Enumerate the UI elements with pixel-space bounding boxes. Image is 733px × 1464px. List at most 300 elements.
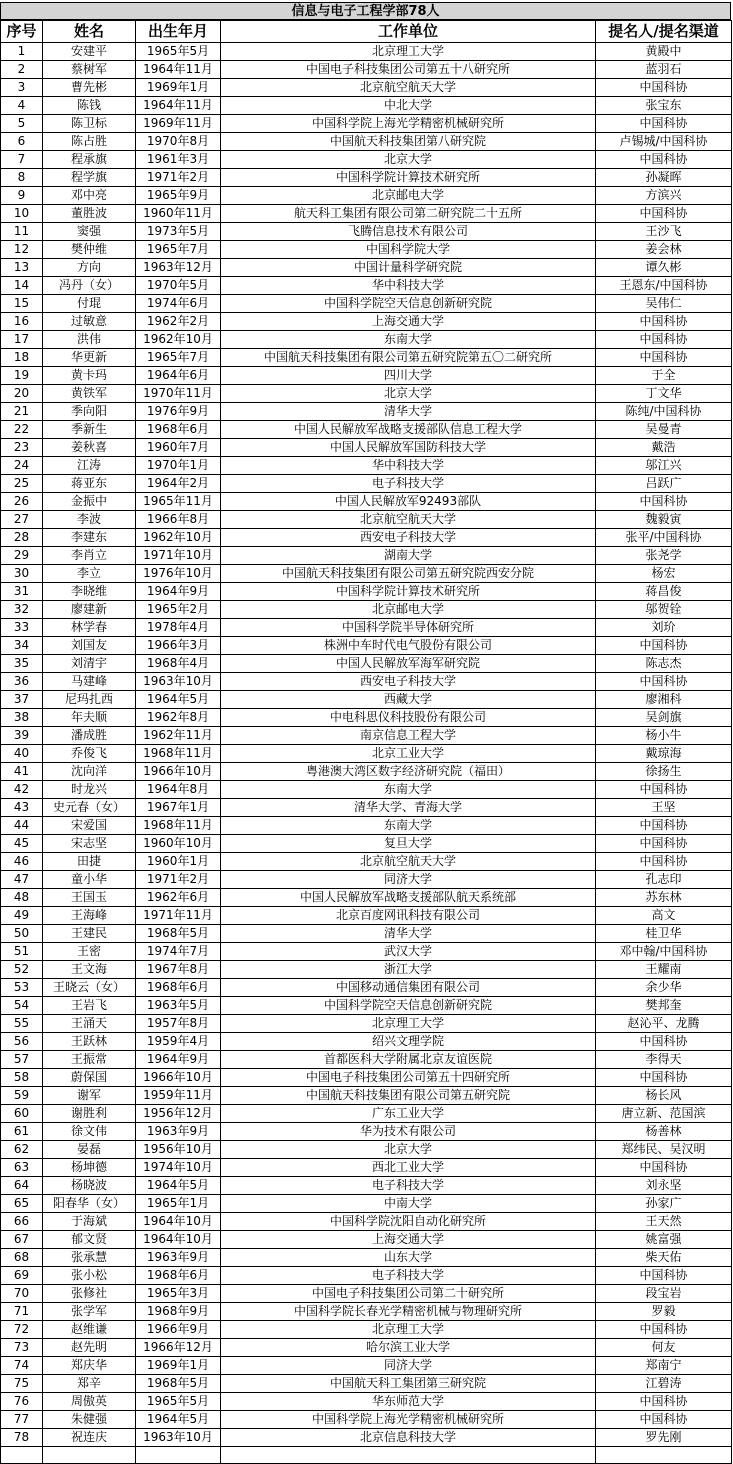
table-row	[1, 421, 732, 439]
cell-index: 16	[1, 313, 43, 331]
cell-name: 朱健强	[43, 1411, 136, 1429]
cell-workplace: 中国航天科技集团第八研究院	[221, 133, 596, 151]
cell-name: 江涛	[43, 457, 136, 475]
cell-name: 过敏意	[43, 313, 136, 331]
cell-nominator: 杨长风	[596, 1087, 732, 1105]
table-row	[1, 565, 732, 583]
cell-index: 54	[1, 997, 43, 1015]
cell-index: 56	[1, 1033, 43, 1051]
cell-nominator: 张宝东	[596, 97, 732, 115]
cell-name: 付琨	[43, 295, 136, 313]
cell-birth: 1965年1月	[136, 1195, 221, 1213]
cell-name: 王晓云（女）	[43, 979, 136, 997]
cell-index: 57	[1, 1051, 43, 1069]
cell-index: 5	[1, 115, 43, 133]
cell-workplace: 西安电子科技大学	[221, 529, 596, 547]
cell-nominator: 陈志杰	[596, 655, 732, 673]
cell-index: 58	[1, 1069, 43, 1087]
cell-index: 61	[1, 1123, 43, 1141]
cell-index: 10	[1, 205, 43, 223]
cell-name: 刘清宇	[43, 655, 136, 673]
cell-name: 张承慧	[43, 1249, 136, 1267]
cell-workplace: 华中科技大学	[221, 457, 596, 475]
cell-name: 王文海	[43, 961, 136, 979]
cell-birth: 1971年2月	[136, 169, 221, 187]
table-row	[1, 1195, 732, 1213]
cell-index: 47	[1, 871, 43, 889]
cell-birth: 1974年7月	[136, 943, 221, 961]
table-body	[1, 43, 732, 1464]
cell-nominator: 中国科协	[596, 115, 732, 133]
cell-birth: 1964年2月	[136, 475, 221, 493]
cell-name: 年夫顺	[43, 709, 136, 727]
cell-birth: 1970年5月	[136, 277, 221, 295]
table-row	[1, 637, 732, 655]
cell-birth: 1974年6月	[136, 295, 221, 313]
table-row	[1, 295, 732, 313]
cell-index: 7	[1, 151, 43, 169]
cell-workplace: 中国人民解放军战略支援部队信息工程大学	[221, 421, 596, 439]
cell-nominator: 中国科协	[596, 817, 732, 835]
cell-workplace: 上海交通大学	[221, 1231, 596, 1249]
table-row	[1, 1231, 732, 1249]
cell-workplace: 北京理工大学	[221, 43, 596, 61]
cell-workplace: 南京信息工程大学	[221, 727, 596, 745]
cell-index: 62	[1, 1141, 43, 1159]
cell-workplace: 北京航空航天大学	[221, 79, 596, 97]
cell-birth: 1960年11月	[136, 205, 221, 223]
cell-name: 张学军	[43, 1303, 136, 1321]
cell-workplace: 粤港澳大湾区数字经济研究院（福田）	[221, 763, 596, 781]
header-index: 序号	[1, 21, 43, 43]
cell-workplace: 四川大学	[221, 367, 596, 385]
cell-index: 36	[1, 673, 43, 691]
cell-birth: 1959年4月	[136, 1033, 221, 1051]
cell-nominator: 刘永坚	[596, 1177, 732, 1195]
cell-nominator: 柴天佑	[596, 1249, 732, 1267]
cell-workplace: 电子科技大学	[221, 1177, 596, 1195]
cell-workplace: 中国人民解放军战略支援部队航天系统部	[221, 889, 596, 907]
cell-nominator: 段宝岩	[596, 1285, 732, 1303]
cell-birth: 1976年10月	[136, 565, 221, 583]
table-row	[1, 655, 732, 673]
table-row	[1, 619, 732, 637]
cell-nominator: 中国科协	[596, 331, 732, 349]
cell-birth: 1964年5月	[136, 1411, 221, 1429]
cell-nominator: 中国科协	[596, 673, 732, 691]
cell-index: 29	[1, 547, 43, 565]
cell-index: 6	[1, 133, 43, 151]
table-row	[1, 691, 732, 709]
table-row	[1, 223, 732, 241]
cell-index: 30	[1, 565, 43, 583]
table-row	[1, 1249, 732, 1267]
table-row	[1, 583, 732, 601]
cell-index: 2	[1, 61, 43, 79]
cell-birth: 1971年11月	[136, 907, 221, 925]
cell-index: 38	[1, 709, 43, 727]
cell-index: 14	[1, 277, 43, 295]
cell-name: 李立	[43, 565, 136, 583]
cell-nominator: 中国科协	[596, 151, 732, 169]
table-row	[1, 205, 732, 223]
cell-workplace: 同济大学	[221, 871, 596, 889]
table-row	[1, 331, 732, 349]
cell-index: 44	[1, 817, 43, 835]
cell-nominator: 姚富强	[596, 1231, 732, 1249]
cell-nominator: 孔志印	[596, 871, 732, 889]
table-row	[1, 1159, 732, 1177]
cell-birth: 1963年10月	[136, 673, 221, 691]
cell-birth: 1965年7月	[136, 349, 221, 367]
cell-index: 51	[1, 943, 43, 961]
cell-birth: 1969年1月	[136, 79, 221, 97]
cell-birth: 1965年5月	[136, 1393, 221, 1411]
cell-index: 34	[1, 637, 43, 655]
table-row	[1, 1051, 732, 1069]
cell-nominator: 吴曼青	[596, 421, 732, 439]
cell-birth: 1964年6月	[136, 367, 221, 385]
cell-index: 52	[1, 961, 43, 979]
cell-index: 73	[1, 1339, 43, 1357]
cell-workplace: 湖南大学	[221, 547, 596, 565]
cell-workplace: 北京大学	[221, 151, 596, 169]
cell-nominator: 中国科协	[596, 1393, 732, 1411]
cell-birth: 1973年5月	[136, 223, 221, 241]
cell-index: 41	[1, 763, 43, 781]
cell-name: 蔚保国	[43, 1069, 136, 1087]
cell-name: 杨坤德	[43, 1159, 136, 1177]
cell-workplace: 北京大学	[221, 1141, 596, 1159]
cell-workplace: 北京航空航天大学	[221, 511, 596, 529]
cell-workplace: 北京邮电大学	[221, 187, 596, 205]
table-row	[1, 1213, 732, 1231]
cell-index: 40	[1, 745, 43, 763]
cell-index: 65	[1, 1195, 43, 1213]
table-row	[1, 97, 732, 115]
cell-workplace: 西北工业大学	[221, 1159, 596, 1177]
cell-birth: 1960年7月	[136, 439, 221, 457]
cell-nominator: 王坚	[596, 799, 732, 817]
cell-index: 13	[1, 259, 43, 277]
cell-index: 27	[1, 511, 43, 529]
cell-workplace: 中国航天科技集团有限公司第五研究院	[221, 1087, 596, 1105]
cell-workplace: 清华大学	[221, 925, 596, 943]
table-row	[1, 727, 732, 745]
cell-index: 66	[1, 1213, 43, 1231]
cell-workplace: 西安电子科技大学	[221, 673, 596, 691]
cell-name: 潘成胜	[43, 727, 136, 745]
cell-name: 阳春华（女）	[43, 1195, 136, 1213]
table-row	[1, 907, 732, 925]
cell-birth: 1970年11月	[136, 385, 221, 403]
cell-birth: 1956年12月	[136, 1105, 221, 1123]
cell-nominator: 陈纯/中国科协	[596, 403, 732, 421]
cell-nominator: 于全	[596, 367, 732, 385]
cell-name: 刘国友	[43, 637, 136, 655]
cell-name: 时龙兴	[43, 781, 136, 799]
cell-birth: 1965年11月	[136, 493, 221, 511]
cell-birth: 1962年10月	[136, 529, 221, 547]
cell-workplace: 东南大学	[221, 331, 596, 349]
cell-name: 林学春	[43, 619, 136, 637]
cell-index: 45	[1, 835, 43, 853]
header-name: 姓名	[43, 21, 136, 43]
empty-cell	[136, 1447, 221, 1464]
cell-workplace: 北京信息科技大学	[221, 1429, 596, 1447]
cell-index: 59	[1, 1087, 43, 1105]
table-row	[1, 1267, 732, 1285]
table-row	[1, 745, 732, 763]
cell-birth: 1967年8月	[136, 961, 221, 979]
cell-nominator: 张尧学	[596, 547, 732, 565]
cell-workplace: 飞腾信息技术有限公司	[221, 223, 596, 241]
table-row	[1, 403, 732, 421]
cell-nominator: 李得天	[596, 1051, 732, 1069]
cell-nominator: 唐立新、范国滨	[596, 1105, 732, 1123]
cell-nominator: 吴剑旗	[596, 709, 732, 727]
table-row	[1, 943, 732, 961]
cell-name: 赵维谦	[43, 1321, 136, 1339]
cell-index: 32	[1, 601, 43, 619]
cell-index: 64	[1, 1177, 43, 1195]
cell-name: 张小松	[43, 1267, 136, 1285]
cell-name: 宋志坚	[43, 835, 136, 853]
table-row	[1, 475, 732, 493]
cell-name: 乔俊飞	[43, 745, 136, 763]
cell-name: 徐文伟	[43, 1123, 136, 1141]
cell-index: 76	[1, 1393, 43, 1411]
cell-nominator: 中国科协	[596, 853, 732, 871]
table-row	[1, 1429, 732, 1447]
cell-index: 28	[1, 529, 43, 547]
cell-nominator: 中国科协	[596, 349, 732, 367]
cell-nominator: 吴伟仁	[596, 295, 732, 313]
cell-name: 郑庆华	[43, 1357, 136, 1375]
cell-index: 20	[1, 385, 43, 403]
cell-birth: 1971年2月	[136, 871, 221, 889]
cell-nominator: 中国科协	[596, 313, 732, 331]
cell-workplace: 航天科工集团有限公司第二研究院二十五所	[221, 205, 596, 223]
cell-birth: 1966年10月	[136, 1069, 221, 1087]
cell-index: 33	[1, 619, 43, 637]
cell-nominator: 中国科协	[596, 1321, 732, 1339]
table-row	[1, 925, 732, 943]
cell-birth: 1968年6月	[136, 421, 221, 439]
cell-birth: 1962年10月	[136, 331, 221, 349]
cell-name: 马建峰	[43, 673, 136, 691]
cell-nominator: 姜会林	[596, 241, 732, 259]
cell-workplace: 山东大学	[221, 1249, 596, 1267]
cell-workplace: 中国科学院沈阳自动化研究所	[221, 1213, 596, 1231]
cell-workplace: 北京工业大学	[221, 745, 596, 763]
cell-workplace: 中国人民解放军海军研究院	[221, 655, 596, 673]
cell-name: 晏磊	[43, 1141, 136, 1159]
cell-nominator: 中国科协	[596, 1159, 732, 1177]
cell-name: 金振中	[43, 493, 136, 511]
cell-birth: 1965年3月	[136, 1285, 221, 1303]
cell-birth: 1974年10月	[136, 1159, 221, 1177]
cell-workplace: 中国科学院计算技术研究所	[221, 583, 596, 601]
cell-birth: 1963年9月	[136, 1123, 221, 1141]
cell-nominator: 赵沁平、龙腾	[596, 1015, 732, 1033]
cell-name: 谢军	[43, 1087, 136, 1105]
cell-name: 陈钱	[43, 97, 136, 115]
table-row	[1, 493, 732, 511]
cell-birth: 1968年5月	[136, 1375, 221, 1393]
cell-workplace: 中国航天科技集团有限公司第五研究院西安分院	[221, 565, 596, 583]
cell-workplace: 中电科思仪科技股份有限公司	[221, 709, 596, 727]
cell-index: 68	[1, 1249, 43, 1267]
cell-name: 于海斌	[43, 1213, 136, 1231]
cell-index: 50	[1, 925, 43, 943]
table-row	[1, 889, 732, 907]
cell-workplace: 中国电子科技集团公司第五十四研究所	[221, 1069, 596, 1087]
table-row	[1, 763, 732, 781]
cell-workplace: 北京理工大学	[221, 1015, 596, 1033]
table-row	[1, 1123, 732, 1141]
table-row	[1, 997, 732, 1015]
cell-nominator: 孙家广	[596, 1195, 732, 1213]
cell-index: 53	[1, 979, 43, 997]
cell-workplace: 北京理工大学	[221, 1321, 596, 1339]
header-workplace: 工作单位	[221, 21, 596, 43]
cell-nominator: 罗毅	[596, 1303, 732, 1321]
table-row	[1, 1393, 732, 1411]
cell-workplace: 北京百度网讯科技有限公司	[221, 907, 596, 925]
cell-birth: 1968年6月	[136, 1267, 221, 1285]
cell-birth: 1969年11月	[136, 115, 221, 133]
cell-name: 王涌天	[43, 1015, 136, 1033]
cell-workplace: 电子科技大学	[221, 475, 596, 493]
cell-index: 77	[1, 1411, 43, 1429]
cell-nominator: 卢锡城/中国科协	[596, 133, 732, 151]
cell-index: 39	[1, 727, 43, 745]
cell-nominator: 中国科协	[596, 79, 732, 97]
cell-nominator: 中国科协	[596, 1033, 732, 1051]
cell-nominator: 杨小牛	[596, 727, 732, 745]
cell-workplace: 电子科技大学	[221, 1267, 596, 1285]
cell-name: 尼玛扎西	[43, 691, 136, 709]
cell-name: 李建东	[43, 529, 136, 547]
cell-nominator: 高文	[596, 907, 732, 925]
cell-index: 19	[1, 367, 43, 385]
table-row	[1, 133, 732, 151]
cell-name: 樊仲维	[43, 241, 136, 259]
cell-index: 24	[1, 457, 43, 475]
table-row	[1, 601, 732, 619]
cell-birth: 1969年1月	[136, 1357, 221, 1375]
cell-index: 67	[1, 1231, 43, 1249]
cell-workplace: 复旦大学	[221, 835, 596, 853]
cell-nominator: 罗先刚	[596, 1429, 732, 1447]
cell-index: 11	[1, 223, 43, 241]
cell-name: 李波	[43, 511, 136, 529]
table-row	[1, 1375, 732, 1393]
sheet-title: 信息与电子工程学部78人	[0, 2, 731, 20]
table-row	[1, 187, 732, 205]
table-row	[1, 169, 732, 187]
cell-nominator: 余少华	[596, 979, 732, 997]
cell-name: 华更新	[43, 349, 136, 367]
cell-birth: 1963年10月	[136, 1429, 221, 1447]
cell-nominator: 孙凝晖	[596, 169, 732, 187]
cell-name: 史元春（女）	[43, 799, 136, 817]
table-row	[1, 367, 732, 385]
cell-index: 31	[1, 583, 43, 601]
cell-name: 杨晓波	[43, 1177, 136, 1195]
table-row	[1, 1087, 732, 1105]
table-row	[1, 1141, 732, 1159]
cell-name: 王振常	[43, 1051, 136, 1069]
cell-name: 王国玉	[43, 889, 136, 907]
cell-name: 洪伟	[43, 331, 136, 349]
cell-birth: 1968年6月	[136, 979, 221, 997]
cell-workplace: 中国科学院大学	[221, 241, 596, 259]
empty-cell	[1, 1447, 43, 1464]
cell-name: 童小华	[43, 871, 136, 889]
cell-index: 9	[1, 187, 43, 205]
cell-nominator: 杨善林	[596, 1123, 732, 1141]
cell-workplace: 中国电子科技集团公司第五十八研究所	[221, 61, 596, 79]
cell-nominator: 谭久彬	[596, 259, 732, 277]
cell-workplace: 中国科学院计算技术研究所	[221, 169, 596, 187]
cell-name: 王海峰	[43, 907, 136, 925]
cell-name: 李肖立	[43, 547, 136, 565]
header-nominator: 提名人/提名渠道	[596, 21, 732, 43]
table-row	[1, 817, 732, 835]
cell-nominator: 郑南宁	[596, 1357, 732, 1375]
cell-birth: 1963年9月	[136, 1249, 221, 1267]
table-row	[1, 43, 732, 61]
cell-workplace: 中国人民解放军国防科技大学	[221, 439, 596, 457]
cell-birth: 1965年2月	[136, 601, 221, 619]
cell-birth: 1964年8月	[136, 781, 221, 799]
cell-workplace: 中国移动通信集团有限公司	[221, 979, 596, 997]
cell-nominator: 樊邦奎	[596, 997, 732, 1015]
cell-nominator: 张平/中国科协	[596, 529, 732, 547]
cell-workplace: 北京邮电大学	[221, 601, 596, 619]
cell-birth: 1968年11月	[136, 817, 221, 835]
table-row	[1, 1105, 732, 1123]
cell-name: 谢胜利	[43, 1105, 136, 1123]
cell-birth: 1964年10月	[136, 1231, 221, 1249]
cell-index: 75	[1, 1375, 43, 1393]
cell-workplace: 株洲中车时代电气股份有限公司	[221, 637, 596, 655]
cell-name: 田捷	[43, 853, 136, 871]
cell-nominator: 何友	[596, 1339, 732, 1357]
cell-nominator: 中国科协	[596, 1411, 732, 1429]
cell-birth: 1968年4月	[136, 655, 221, 673]
cell-workplace: 华东师范大学	[221, 1393, 596, 1411]
cell-nominator: 江碧涛	[596, 1375, 732, 1393]
cell-birth: 1962年11月	[136, 727, 221, 745]
table-row	[1, 1069, 732, 1087]
cell-index: 71	[1, 1303, 43, 1321]
cell-nominator: 中国科协	[596, 205, 732, 223]
cell-index: 25	[1, 475, 43, 493]
cell-birth: 1964年9月	[136, 583, 221, 601]
cell-birth: 1970年1月	[136, 457, 221, 475]
cell-birth: 1962年2月	[136, 313, 221, 331]
cell-nominator: 丁文华	[596, 385, 732, 403]
cell-name: 王建民	[43, 925, 136, 943]
cell-workplace: 浙江大学	[221, 961, 596, 979]
cell-workplace: 中国科学院空天信息创新研究院	[221, 997, 596, 1015]
cell-birth: 1956年10月	[136, 1141, 221, 1159]
cell-nominator: 中国科协	[596, 781, 732, 799]
table-row	[1, 511, 732, 529]
